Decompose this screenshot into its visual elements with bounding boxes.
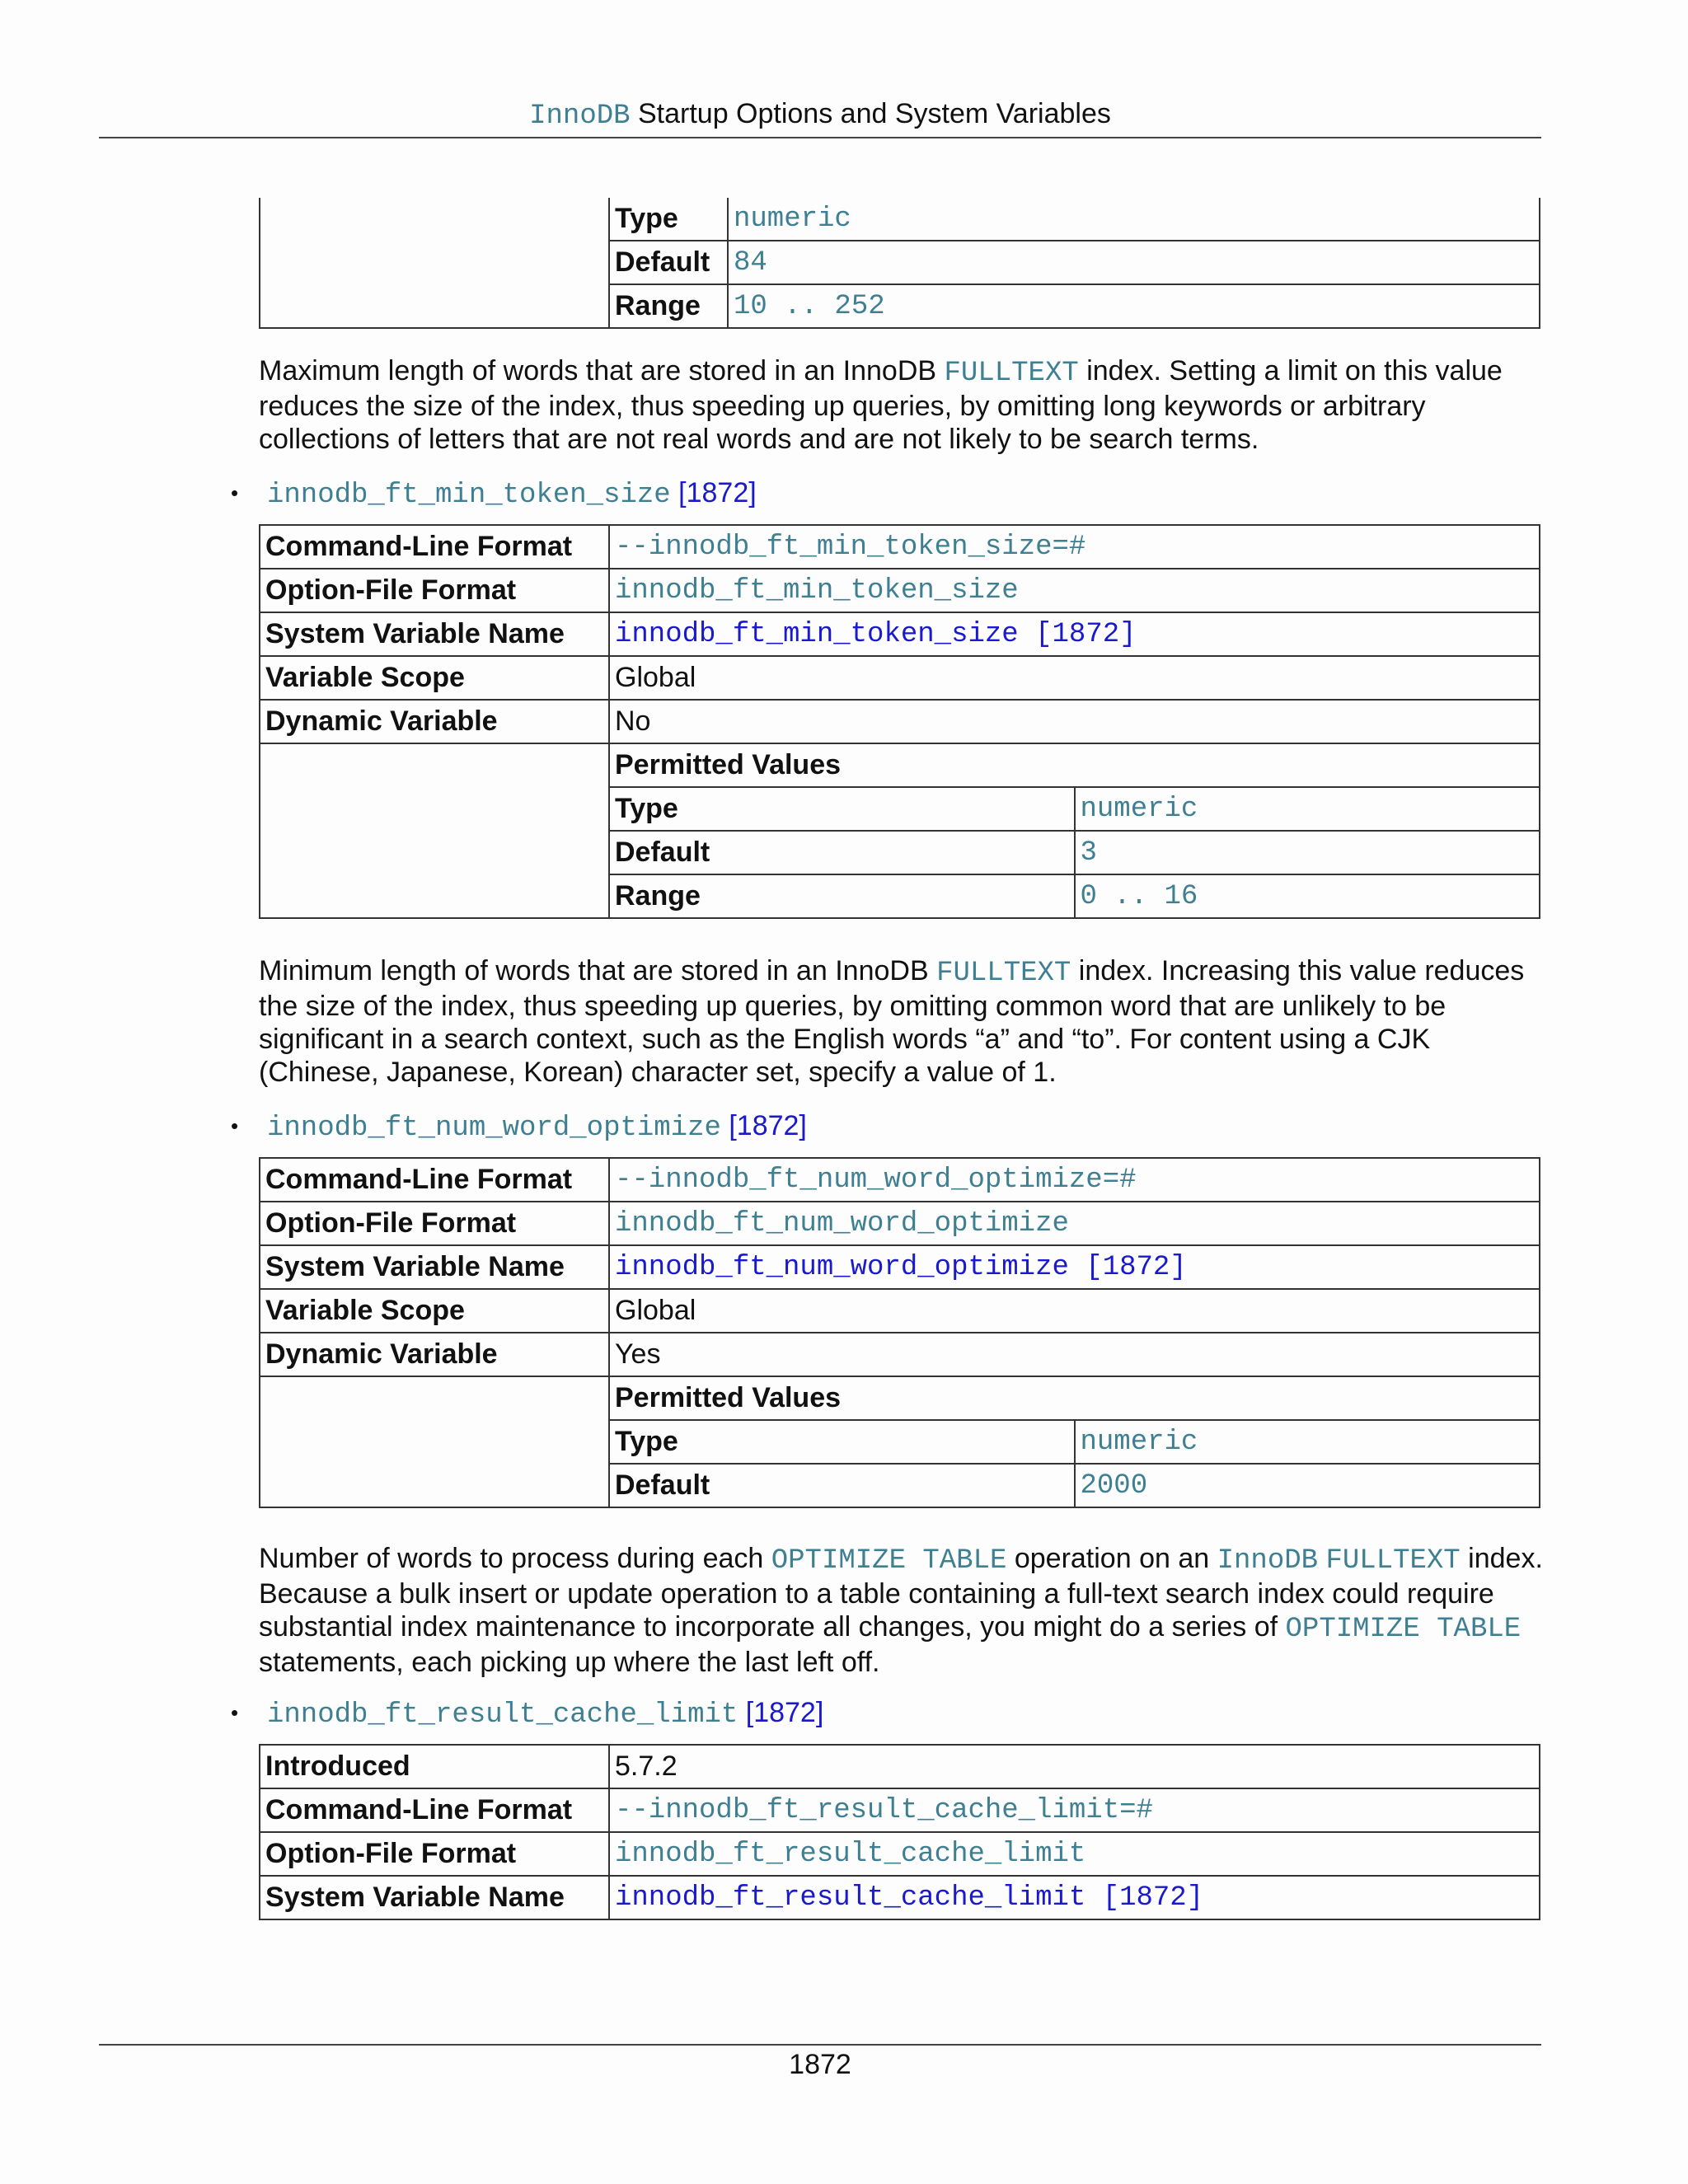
text: Maximum length of words that are stored in an InnoDB [259,355,945,387]
text: operation on an [1006,1543,1217,1574]
empty-cell [260,1376,609,1507]
code: InnoDB [1217,1545,1319,1577]
row-label: Variable Scope [260,1289,609,1333]
text: Number of words to process during each [259,1543,771,1574]
row-label: Type [609,787,1075,831]
code: FULLTEXT [1325,1545,1461,1577]
table-row [260,612,1540,656]
result-cache-limit-table [259,1744,1540,1920]
row-value: Yes [609,1333,1540,1376]
row-value: innodb_ft_num_word_optimize [609,1202,1540,1245]
row-label: Dynamic Variable [260,700,609,743]
row-value: --innodb_ft_min_token_size=# [609,525,1540,569]
row-label: Variable Scope [260,656,609,700]
table-row [260,1333,1540,1376]
table-row [260,1788,1540,1832]
page-number: 1872 [789,2049,851,2080]
table-row [260,700,1540,743]
variable-link[interactable]: innodb_ft_min_token_size [267,480,671,511]
table-row [260,198,1540,241]
empty-cell [260,743,609,918]
fragment-permitted-table [259,198,1540,329]
row-value: Global [609,1289,1540,1333]
row-value: numeric [728,198,1540,241]
row-value: numeric [1075,1420,1540,1464]
num-word-optimize-table [259,1157,1540,1508]
table-row [260,1202,1540,1245]
table-row [260,656,1540,700]
table-row [260,525,1540,569]
row-label: Option-File Format [260,569,609,612]
description-num-word-optimize [259,1542,1545,1679]
table-row [260,1832,1540,1876]
table-row [260,1289,1540,1333]
empty-cell [260,198,609,328]
table-row [260,1745,1540,1788]
table-row [260,743,1540,787]
row-value: --innodb_ft_num_word_optimize=# [609,1158,1540,1202]
row-label: Default [609,241,728,284]
running-header [99,96,1541,134]
row-value: innodb_ft_result_cache_limit [609,1832,1540,1876]
permitted-values-heading: Permitted Values [609,1376,1540,1420]
row-label: Type [609,198,728,241]
bullet-icon: • [231,1700,239,1725]
text: index. Increasing this value reduces the size of the index, thus speeding up queries, by omitting common word that are unlikely to be significant in a search context, such as the English words “a” and “to”. For content using a CJK (Chinese, Japanese, Korean) character set, specify a value of 1. [259,955,1525,1088]
table-row [260,569,1540,612]
row-label: System Variable Name [260,1876,609,1919]
bullet-icon: • [231,1113,239,1138]
min-token-size-table [259,524,1540,919]
row-label: Introduced [260,1745,609,1788]
row-value: 2000 [1075,1464,1540,1507]
row-label: Dynamic Variable [260,1333,609,1376]
row-label: Type [609,1420,1075,1464]
bullet-icon: • [231,480,239,505]
row-value: No [609,700,1540,743]
row-label: Range [609,284,728,328]
page-ref-link[interactable]: [1872] [678,477,757,509]
row-value: --innodb_ft_result_cache_limit=# [609,1788,1540,1832]
system-variable-link[interactable]: innodb_ft_result_cache_limit [1872] [609,1876,1540,1919]
row-value: 0 .. 16 [1075,874,1540,918]
variable-link[interactable]: innodb_ft_result_cache_limit [267,1699,738,1731]
system-variable-link[interactable]: innodb_ft_min_token_size [1872] [609,612,1540,656]
row-label: Range [609,874,1075,918]
description-max-token [259,354,1545,456]
text: statements, each picking up where the last left off. [259,1647,880,1678]
row-value: Global [609,656,1540,700]
row-value: innodb_ft_min_token_size [609,569,1540,612]
row-label: Command-Line Format [260,525,609,569]
code: FULLTEXT [944,358,1079,389]
page-ref-link[interactable]: [1872] [729,1110,807,1141]
row-value: numeric [1075,787,1540,831]
row-label: Option-File Format [260,1832,609,1876]
text: index. Setting a limit on this value reduces the size of the index, thus speeding up queries, by omitting long keywords or arbitrary collections of letters that are not real words and are not likely to be search terms. [259,355,1503,455]
text: Minimum length of words that are stored in an InnoDB [259,955,937,987]
description-min-token [259,954,1545,1089]
variable-link[interactable]: innodb_ft_num_word_optimize [267,1113,721,1144]
table-row [260,1245,1540,1289]
permitted-values-heading: Permitted Values [609,743,1540,787]
table-row [260,1876,1540,1919]
row-value: 10 .. 252 [728,284,1540,328]
text: index. Because a bulk insert or update operation to a table containing a full-text search index could require substantial index maintenance to incorporate all changes, you might do a series of [259,1543,1543,1643]
row-value: 5.7.2 [609,1745,1540,1788]
code: OPTIMIZE TABLE [771,1545,1007,1577]
table-row [260,1376,1540,1420]
row-value: 84 [728,241,1540,284]
header-rule [99,137,1541,138]
page-ref-link[interactable]: [1872] [745,1697,824,1728]
row-label: System Variable Name [260,612,609,656]
code: OPTIMIZE TABLE [1285,1614,1522,1645]
row-value: 3 [1075,831,1540,874]
code: FULLTEXT [936,958,1071,989]
header-code: InnoDB [529,101,631,132]
table-row [260,1158,1540,1202]
row-label: System Variable Name [260,1245,609,1289]
row-label: Command-Line Format [260,1788,609,1832]
row-label: Command-Line Format [260,1158,609,1202]
row-label: Option-File Format [260,1202,609,1245]
system-variable-link[interactable]: innodb_ft_num_word_optimize [1872] [609,1245,1540,1289]
header-title: Startup Options and System Variables [630,98,1111,129]
footer-rule [99,2044,1541,2046]
row-label: Default [609,831,1075,874]
row-label: Default [609,1464,1075,1507]
